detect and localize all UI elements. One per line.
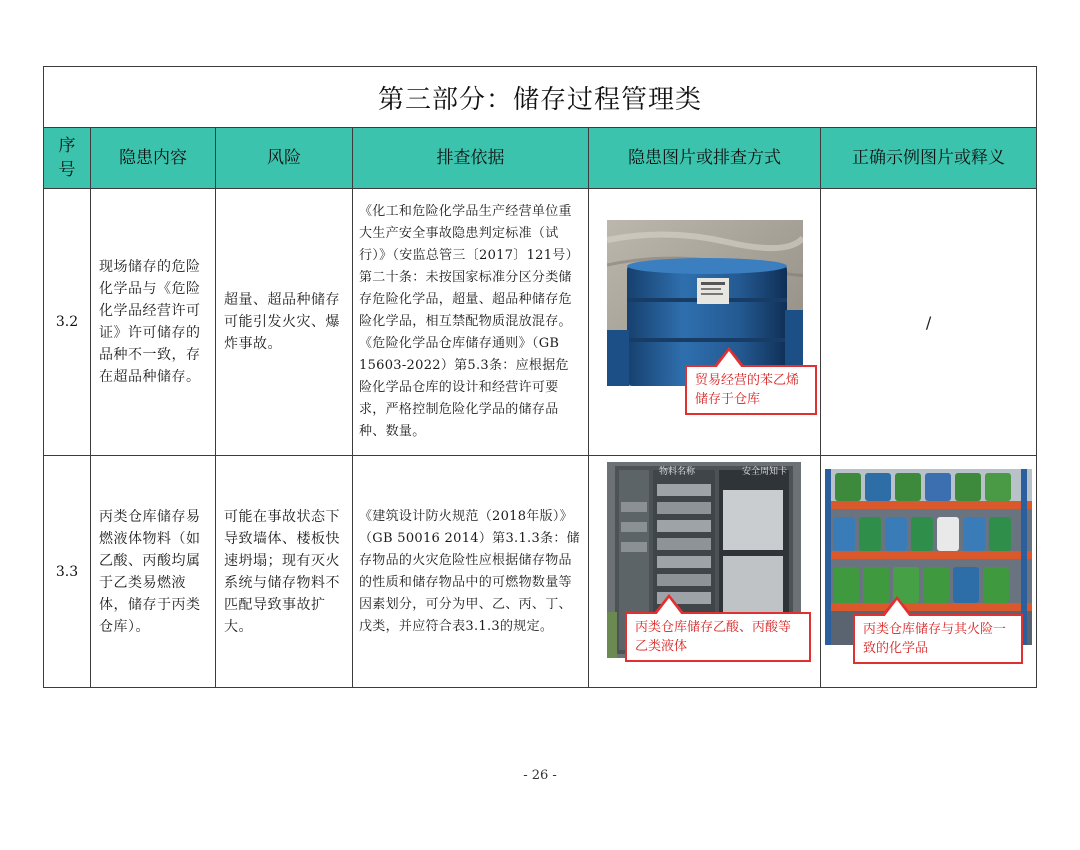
- sign-text: 安全周知卡: [741, 467, 787, 477]
- hazard-image-caption: 贸易经营的苯乙烯储存于仓库: [685, 365, 817, 415]
- header-basis: 排查依据: [353, 128, 589, 189]
- header-risk: 风险: [216, 128, 353, 189]
- hazard-table: [43, 66, 1037, 688]
- table-row: [44, 456, 1037, 688]
- correct-example-cell: [821, 456, 1037, 688]
- drum-photo: [607, 220, 803, 386]
- hazard-image-caption: 丙类仓库储存乙酸、丙酸等乙类液体: [625, 612, 811, 662]
- correct-example-slash: /: [821, 189, 1037, 456]
- header-correct-example: 正确示例图片或释义: [821, 128, 1037, 189]
- sign-header: [653, 464, 793, 478]
- page-title: 第三部分：储存过程管理类: [44, 67, 1037, 128]
- row-seq: 3.3: [44, 456, 91, 688]
- header-hazard: 隐患内容: [91, 128, 216, 189]
- row-hazard-image-cell: [589, 456, 821, 688]
- blue-drum-illustration: [607, 220, 803, 386]
- basis-paragraph: 《化工和危险化学品生产经营单位重大生产安全事故隐患判定标准（试行）》（安监总管三〔2017〕121号）第二十条：未按国家标准分区分类储存危险化学品，超量、超品种储存危险化学品，相互禁配物质混放混存。: [359, 204, 579, 329]
- page-number: - 26 -: [523, 768, 557, 783]
- header-hazard-image: 隐患图片或排查方式: [589, 128, 821, 189]
- table-row: [44, 189, 1037, 456]
- sign-text: 物料名称: [659, 467, 696, 477]
- row-hazard: 丙类仓库储存易燃液体物料（如乙酸、丙酸均属于乙类易燃液体，储存于丙类仓库）。: [91, 456, 216, 688]
- header-seq: 序号: [44, 128, 91, 189]
- row-hazard: 现场储存的危险化学品与《危险化学品经营许可证》许可储存的品种不一致，存在超品种储存。: [91, 189, 216, 456]
- row-basis: [353, 456, 589, 688]
- basis-paragraph: 《建筑设计防火规范（2018年版）》（GB 50016 2014）第3.1.3条：储存物品的火灾危险性应根据储存物品的性质和储存物品中的可燃物数量等因素划分，可分为甲、乙、丙、丁、戊类，并应符合表3.1.3的规定。: [359, 508, 580, 634]
- correct-example-caption: 丙类仓库储存与其火险一致的化学品: [853, 614, 1023, 664]
- row-risk: 超量、超品种储存可能引发火灾、爆炸事故。: [216, 189, 353, 456]
- row-seq: 3.2: [44, 189, 91, 456]
- row-hazard-image-cell: [589, 189, 821, 456]
- basis-paragraph: 《危险化学品仓库储存通则》（GB 15603-2022）第5.3条：应根据危险化学品仓库的设计和经营许可要求，严格控制危险化学品的储存品种、数量。: [359, 336, 569, 439]
- row-basis: [353, 189, 589, 456]
- row-risk: 可能在事故状态下导致墙体、楼板快速坍塌；现有灭火系统与储存物料不匹配导致事故扩大。: [216, 456, 353, 688]
